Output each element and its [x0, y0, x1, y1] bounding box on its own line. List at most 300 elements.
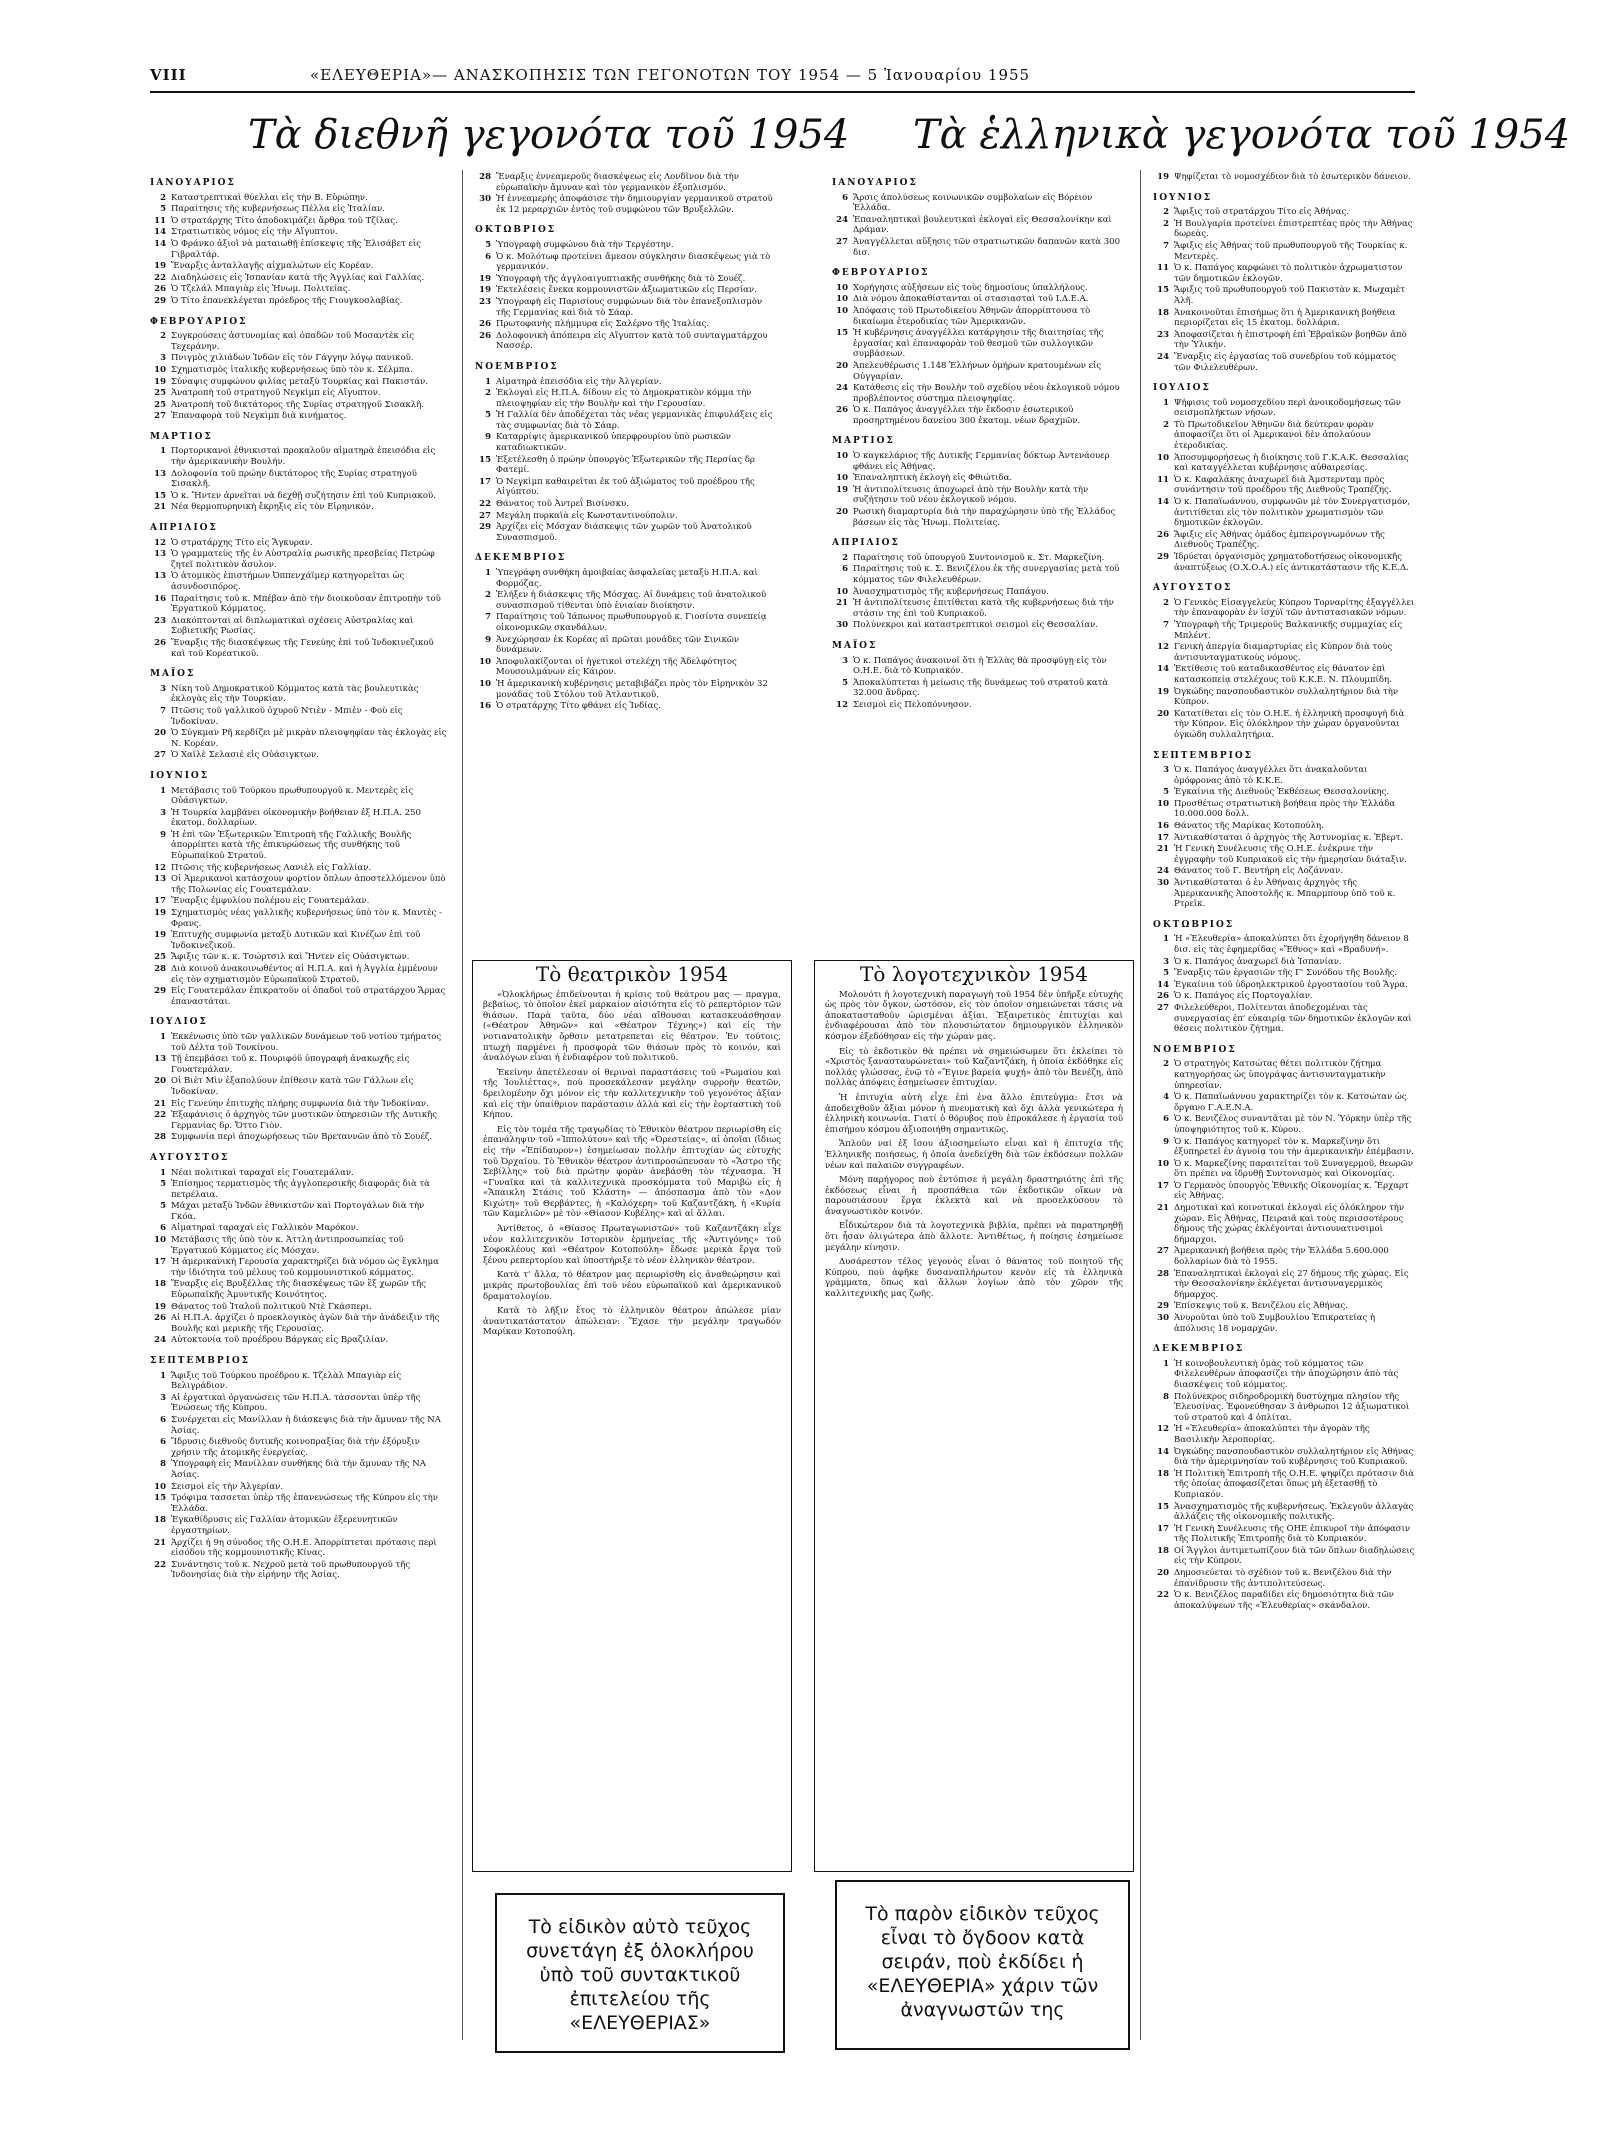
event-day: 27 — [154, 411, 166, 422]
event-entry — [1153, 1246, 1415, 1267]
event-day: 22 — [154, 272, 166, 283]
month-heading: ΝΟΕΜΒΡΙΟΣ — [1153, 1044, 1237, 1055]
event-entry — [1153, 765, 1415, 786]
event-day: 27 — [836, 236, 848, 247]
event-entry — [1153, 241, 1415, 262]
event-day: 3 — [1163, 765, 1169, 776]
event-entry — [150, 1168, 450, 1179]
event-day: 18 — [1157, 1545, 1169, 1556]
month-heading: ΜΑΡΤΙΟΣ — [832, 436, 895, 447]
event-entry — [832, 306, 1132, 327]
event-day: 10 — [154, 1235, 166, 1246]
event-day: 1 — [1163, 934, 1169, 945]
event-text: Διὰ νόμου ἀποκαθίστανται οἱ στασιασταὶ τοῦ Ι.Δ.Ε.Α. — [853, 294, 1089, 305]
event-entry — [1153, 844, 1415, 865]
event-entry — [150, 706, 450, 727]
event-entry — [1153, 687, 1415, 708]
event-text: Παραίτησις τῆς κυβερνήσεως Πέλλα εἰς Ἰταλίαν. — [171, 204, 385, 215]
event-text: Ἐπαναφορὰ τοῦ Νεγκὶμπ διὰ κινήματος. — [171, 411, 347, 422]
event-day: 22 — [479, 499, 491, 510]
event-day: 6 — [842, 192, 848, 203]
event-day: 24 — [1157, 866, 1169, 877]
event-day: 4 — [1163, 1092, 1169, 1103]
event-day: 6 — [842, 564, 848, 575]
event-day: 17 — [154, 1257, 166, 1268]
event-entry — [832, 507, 1132, 528]
event-entry — [150, 1482, 450, 1493]
event-day: 25 — [154, 952, 166, 963]
event-entry — [150, 469, 450, 490]
event-text: Πολύνεκροι καὶ καταστρεπτικοὶ σεισμοὶ εἰς Θεσσαλίαν. — [853, 620, 1098, 631]
event-text: Ἐπιτυχὴς συμφωνία μεταξὺ Δυτικῶν καὶ Κινέζων ἐπὶ τοῦ Ἰνδοκινεζικοῦ. — [171, 930, 421, 951]
article-paragraph: Ἀντίθετος, ὁ «Θίασος Πρωταγωνιστῶν» τοῦ Καζαντζάκη εἶχε νέον καλλιτεχνικὸν Ιστορικὸν ἐρμηνείας τῆς «Ἀντιγόνης» τοῦ Σοφοκλέους καὶ «Θέατρον Κοτοπούλη» ἔδωσε μερικὰ ἔργα τοῦ ξένου ρεπερτορίου καὶ ὑποστήριξε τὸ νέον ἑλληνικὸν θέατρον. — [483, 1224, 781, 1266]
event-day: 5 — [1163, 787, 1169, 798]
event-entry — [1153, 1469, 1415, 1501]
event-text: Ἀνατροπὴ τοῦ δικτάτορος τῆς Συρίας στρατηγοῦ Σισακλῆ. — [171, 399, 424, 410]
event-day: 16 — [479, 701, 491, 712]
month-heading: ΝΟΕΜΒΡΙΟΣ — [475, 361, 559, 372]
event-text: Πρωτοφανὴς πλήμμυρα εἰς Σαλέρνο τῆς Ἰταλίας. — [496, 319, 710, 330]
event-entry — [1153, 1159, 1415, 1180]
event-text: Ἡ κυβέρνησις ἀναγγέλλει κατάργησιν τῆς διαιτησίας τῆς ἐργασίας καὶ ἐπαναφορὰν τοῦ θεσμοῦ τῶν συλλογικῶν συμβάσεων. — [853, 328, 1104, 360]
event-day: 9 — [485, 634, 491, 645]
article-paragraph: «Ὀλοκλήρως ἐπιδείνουται ἡ κρίσις τοῦ θεάτρου μας — πραγμα, βεβαίως, τὸ ὁποῖον ἐκεῖ μαρκαίον αἰσιότητα εἰς τὸ ρεπερτόριον τῶν θιάσων. Παρὰ ταῦτα, δύο νέαι αἴθουσαι κατασκευάσθησαν («Θέατρον Ἀθηνῶν» καὶ «Θέατρον Τέχνης») καὶ εἰς τὴν νοτιανατολικὴν ὄρθσιν μετατρεπεται εἰς θέατρον. Ἐν τούτοις, πτωχὴ παρμένει ἡ προσφορὰ τῶν θιάσων πρὸς τὸ κοινόν, καὶ ἀναλόγων εἶναι ἡ ἐνδιαφέρον τοῦ πολιτικοῦ. — [483, 989, 781, 1064]
event-text: Ἡ Γενικὴ Συνέλευσις τῆς Ο.Η.Ε. ἐνέκρινε τὴν ἐγγραφὴν τοῦ Κυπριακοῦ εἰς τὴν ἡμερησίαν διάταξιν. — [1174, 844, 1407, 865]
event-entry — [832, 553, 1132, 564]
event-day: 19 — [479, 285, 491, 296]
event-day: 10 — [1157, 452, 1169, 463]
event-day: 12 — [1157, 642, 1169, 653]
event-day: 7 — [485, 612, 491, 623]
event-entry — [1153, 1392, 1415, 1424]
event-entry — [475, 679, 775, 700]
event-day: 26 — [479, 319, 491, 330]
event-entry — [475, 388, 775, 409]
event-text: Ἐπίσημος τερματισμὸς τῆς ἀγγλοπερσικῆς διαφορᾶς διὰ τὰ πετρέλαια. — [171, 1179, 430, 1200]
event-entry — [475, 331, 775, 352]
event-text: Ὁ στρατάρχης Τίτο ἀποδοκιμάζει ἄρθρα τοῦ Τζίλας. — [171, 215, 398, 226]
event-text: Ὁ στρατάρχης Τίτο φθάνει εἰς Ἰνδίας. — [496, 701, 661, 712]
event-entry — [1153, 642, 1415, 663]
event-day: 10 — [154, 1481, 166, 1492]
event-day: 20 — [836, 507, 848, 518]
event-day: 20 — [154, 728, 166, 739]
event-entry — [150, 594, 450, 615]
column-divider — [1140, 170, 1141, 2040]
event-day: 10 — [836, 294, 848, 305]
event-entry — [475, 194, 775, 215]
month-heading: ΦΕΒΡΟΥΑΡΙΟΣ — [832, 268, 930, 279]
month-heading: ΑΥΓΟΥΣΤΟΣ — [1153, 583, 1233, 594]
event-day: 26 — [154, 1313, 166, 1324]
event-entry — [150, 1459, 450, 1480]
article-paragraph: Κατὰ τὸ λῆξιν ἔτος τὸ ἑλληνικὸν θέατρον ἀπώλεσε μίαν ἀναντικατάστατον ἀπώλειαν: Ἔχασε τὴν μεγάλην τραγωδόν Μαρίκαν Κοτοπούλη. — [483, 1306, 781, 1338]
event-entry — [1153, 866, 1415, 877]
event-entry — [150, 986, 450, 1007]
event-text: Ἀποφασίζεται ἡ ἐπιστροφὴ ἐπὶ Ἑβραϊκῶν βοηθῶν ἀπὸ τὴν Ὑλικήν. — [1174, 329, 1407, 351]
event-entry — [475, 568, 775, 589]
event-text: Ἀνεχώρησαν ἐκ Κορέας αἱ πρῶται μονάδες τῶν Σινικῶν δυνάμεων. — [496, 634, 739, 656]
event-day: 6 — [160, 1414, 166, 1425]
event-day: 20 — [1157, 708, 1169, 719]
event-entry — [832, 237, 1132, 258]
event-entry — [475, 657, 775, 678]
event-day: 5 — [1163, 968, 1169, 979]
event-text: Ἀπόφασις τοῦ Πρωτοδικείου Ἀθηνῶν ἀπορρίπτουσα τὸ δικαίωμα ἐτεροδικίας τῶν Ἀμερικανῶν. — [853, 305, 1091, 327]
event-text: Κατάθεσις εἰς τὴν Βουλὴν τοῦ σχεδίου νέου ἐκλογικοῦ νόμου προβλέποντος σύστημα πλειοψηφίας. — [853, 383, 1120, 404]
event-text: Ἀμερικανικὴ βοήθεια πρὸς τὴν Ἑλλάδα 5.600.000 δολλαρίων διὰ τὸ 1955. — [1174, 1246, 1389, 1268]
event-text: Παραίτησις τοῦ κ. Μπέβαν ἀπὸ τὴν διοικοῦσαν ἐπιτροπὴν τοῦ Ἐργατικοῦ Κόμματος. — [171, 593, 441, 615]
month-heading: ΑΥΓΟΥΣΤΟΣ — [150, 1152, 230, 1163]
event-text: Συνάντησις τοῦ κ. Νεχροῦ μετὰ τοῦ πρωθυπουργοῦ τῆς Ἰνδονησίας διὰ τὴν εἰρήνην τῆς Ἀσίας. — [171, 1559, 411, 1581]
event-text: Ἡ Γαλλία δὲν ἀποδέχεται τὰς νέας γερμανικὰς ἐπιφυλάξεις εἰς τὰς συμφωνίας διὰ τὸ Σάαρ. — [496, 410, 773, 431]
event-text: Ἔναρξις εἰς ἐργασίας τοῦ συνεδρίου τοῦ κόμματος τῶν Φιλελευθέρων. — [1174, 351, 1397, 373]
event-entry — [1153, 219, 1415, 240]
event-entry — [1153, 530, 1415, 551]
event-text: Ὁ κ. Ἤντεν ἀρνεῖται νὰ δεχθῇ συζήτησιν ἐπὶ τοῦ Κυπριακοῦ. — [171, 490, 436, 501]
event-text: Δολοφονικὴ ἀπόπειρα εἰς Αἴγυπτον κατὰ τοῦ συνταγματάρχου Νασσέρ. — [496, 330, 768, 352]
event-entry — [1153, 552, 1415, 573]
event-text: Ἀνατροπὴ τοῦ στρατηγοῦ Νεγκὶμπ εἰς Αἴγυπτον. — [171, 388, 381, 399]
event-day: 15 — [836, 328, 848, 339]
event-day: 26 — [154, 637, 166, 648]
event-text: Οἱ Ἄγγλοι ἀντιμετωπίζουν διὰ τῶν ὅπλων διαδηλώσεις εἰς τὴν Κύπρον. — [1174, 1545, 1415, 1567]
event-day: 3 — [842, 655, 848, 666]
event-text: Ἐγκαίνια τῆς Διεθνοῦς Ἐκθέσεως Θεσσαλονίκης. — [1174, 787, 1390, 798]
event-text: Παραίτησις τοῦ κ. Σ. Βενιζέλου ἐκ τῆς συνεργασίας μετὰ τοῦ κόμματος τῶν Φιλελευθέρων. — [853, 564, 1120, 585]
event-day: 10 — [479, 678, 491, 689]
article-paragraph: Ἄπλοῦν ναί ἐξ ἴσου ἀξιοσημείωτο εἶναι καὶ ἡ ἐπιτυχία τῆς Ἑλληνικῆς ποιήσεως, ἡ ὁποία ἀνεδείχθη διὰ τῶν ἐκδόσεων πολλῶν νέων καὶ παλαιῶν συγγραφέων. — [825, 1139, 1123, 1171]
event-day: 15 — [479, 454, 491, 465]
event-text: Αἱματηραὶ ταραχαὶ εἰς Γαλλικὸν Μαρόκον. — [171, 1223, 359, 1234]
event-text: Ἔναρξις εἰς Βρυξέλλας τῆς διασκέψεως τῶν ἓξ χωρῶν τῆς Εὐρωπαϊκῆς Ἀμυντικῆς Κοινότητος. — [171, 1279, 426, 1301]
event-day: 23 — [479, 296, 491, 307]
event-entry — [150, 284, 450, 295]
article-paragraph: Εἶδικώτερον διὰ τὰ λογοτεχνικὰ βιβλία, πρέπει νὰ παρατηρηθῇ ὅτι ἦσαν ὀλιγώτερα ἀπὸ ἄλλοτε. Ἀντιθέτως, ἡ ποίησις ἐσημείωσε μεγάλην κίνησιν. — [825, 1221, 1123, 1253]
theater-body — [473, 990, 791, 1338]
event-text: Ρωσικὴ διαμαρτυρία διὰ τὴν παραχώρησιν ὑπὸ τῆς Ἑλλάδος βάσεων εἰς τὰς Ἡνωμ. Πολιτείας. — [853, 507, 1116, 528]
event-day: 26 — [479, 330, 491, 341]
event-text: Ἡ κοινοβουλευτικὴ ὁμὰς τοῦ κόμματος τῶν Φιλελευθέρων ἀποφασίζει τὴν ἀποχώρησιν ἀπὸ τὰς διασκέψεις τοῦ κόμματος. — [1174, 1358, 1399, 1390]
event-text: Ὁ κ. Παπάγος εἰς Πορτογαλίαν. — [1174, 991, 1313, 1002]
event-text: Πτῶσις τοῦ γαλλικοῦ ὀχυροῦ Ντιὲν - Μπιὲν - Φοὺ εἰς Ἰνδοκίναν. — [171, 705, 403, 727]
event-entry — [832, 361, 1132, 382]
event-text: Σύναψις συμφώνου φιλίας μεταξὺ Τουρκίας καὶ Πακιστάν. — [171, 376, 429, 387]
event-day: 5 — [160, 204, 166, 215]
event-day: 28 — [1157, 1268, 1169, 1279]
event-day: 19 — [154, 261, 166, 272]
event-text: Ὑπογραφὴ συμφώνου διὰ τὴν Τεργέστην. — [496, 239, 674, 250]
event-entry — [150, 1110, 450, 1131]
event-entry — [150, 808, 450, 829]
event-text: Ἀποσυμφορήσεως ἡ διοίκησις τοῦ Γ.Κ.Α.Κ. Θεσσαλίας καὶ καταγγέλλεται κυβέρνησις αὐθαιρεσίας. — [1174, 452, 1409, 474]
event-day: 6 — [1163, 1114, 1169, 1125]
event-day: 14 — [1157, 1446, 1169, 1457]
event-day: 1 — [160, 446, 166, 457]
event-entry — [150, 1179, 450, 1200]
event-entry — [475, 635, 775, 656]
event-day: 1 — [160, 1031, 166, 1042]
month-heading: ΙΟΥΝΙΟΣ — [150, 770, 210, 781]
event-day: 29 — [479, 522, 491, 533]
event-text: Ἔναρξις ἐννεαμεροῦς διασκέψεως εἰς Λονδῖνον διὰ τὴν εὐρωπαϊκὴν ἄμυναν καὶ τὸν γερμανικὸν ἐξοπλισμόν. — [496, 172, 739, 193]
event-day: 8 — [1163, 1391, 1169, 1402]
event-text: Ἄφιξις εἰς Ἀθήνας ὁμάδος ἐμπειρογνωμόνων τῆς Διεθνοῦς Τραπέζης. — [1174, 529, 1385, 551]
event-day: 1 — [485, 568, 491, 578]
event-text: Ὁ Γερμανὸς ὑπουργὸς Ἐθνικῆς Οἰκονομίας κ. Ἔρχαρτ εἰς Ἀθήνας. — [1174, 1180, 1409, 1202]
event-entry — [150, 1076, 450, 1097]
event-entry — [150, 750, 450, 761]
event-day: 24 — [154, 1335, 166, 1346]
event-day: 26 — [154, 284, 166, 295]
event-day: 15 — [154, 1493, 166, 1504]
month-heading: ΜΑΡΤΙΟΣ — [150, 431, 213, 442]
event-entry — [832, 678, 1132, 699]
event-entry — [832, 473, 1132, 484]
event-text: Συγκρούσεις ἀστυνομίας καὶ ὀπαδῶν τοῦ Μοσαντὲκ εἰς Τεχεράνην. — [171, 331, 415, 352]
event-entry — [475, 701, 775, 712]
event-entry — [1153, 1092, 1415, 1113]
event-text: Ὁ Τζελάλ Μπαγιὰρ εἰς Ἠνωμ. Πολιτείας. — [171, 284, 351, 295]
event-entry — [1153, 1447, 1415, 1468]
event-text: Ἄφιξις εἰς Ἀθήνας τοῦ πρωθυπουργοῦ τῆς Τουρκίας κ. Μεντερὲς. — [1174, 240, 1408, 262]
event-day: 17 — [1157, 1523, 1169, 1534]
event-entry — [832, 598, 1132, 619]
event-day: 2 — [1163, 1059, 1169, 1070]
event-day: 15 — [154, 490, 166, 501]
event-day: 21 — [154, 1537, 166, 1548]
event-entry — [150, 1279, 450, 1300]
event-entry — [1153, 1301, 1415, 1312]
event-entry — [475, 377, 775, 388]
event-entry — [1153, 420, 1415, 452]
event-entry — [150, 1235, 450, 1256]
event-day: 21 — [1157, 1203, 1169, 1214]
event-text: Ἐκκένωσις ὑπὸ τῶν γαλλικῶν δυνάμεων τοῦ νοτίου τμήματος τοῦ Δέλτα τοῦ Τονκίνου. — [171, 1031, 442, 1053]
event-entry — [1153, 934, 1415, 955]
event-day: 6 — [485, 251, 491, 262]
event-day: 20 — [836, 360, 848, 371]
event-day: 19 — [154, 376, 166, 387]
event-text: Ἄφιξις τοῦ πρωθυπουργοῦ τοῦ Πακιστὰν κ. Μωχαμὲτ Ἀλῆ. — [1174, 285, 1406, 306]
event-day: 19 — [154, 930, 166, 941]
event-entry — [1153, 398, 1415, 419]
event-text: Ἀνακοινοῦται ἐπισήμως ὅτι ἡ Ἀμερικανικὴ βοήθεια περιορίζεται εἰς 15 ἑκατομ. δολλάρια. — [1174, 307, 1396, 329]
event-day: 13 — [154, 549, 166, 560]
event-entry — [150, 446, 450, 467]
event-entry — [475, 285, 775, 296]
event-day: 12 — [154, 862, 166, 873]
event-entry — [150, 964, 450, 985]
event-text: Ὁ ἀτομικὸς ἐπιστήμων Ὀππενχάϊμερ κατηγορεῖται ὡς ἀσυνδοσιπόρος. — [171, 571, 405, 592]
event-day: 3 — [160, 1392, 166, 1403]
event-text: Ὁ στρατάρχης Τίτο εἰς Ἄγκυραν. — [171, 537, 313, 548]
event-day: 26 — [1157, 529, 1169, 540]
event-text: Συμφωνία περὶ ἀποχωρήσεως τῶν Βρεταννῶν ἀπὸ τὸ Σουέζ. — [171, 1132, 433, 1143]
month-heading: ΟΚΤΩΒΡΙΟΣ — [1153, 919, 1235, 930]
event-day: 18 — [1157, 1468, 1169, 1479]
event-day: 30 — [1157, 1313, 1169, 1323]
event-entry — [475, 590, 775, 611]
event-text: Ἡ ἀντιπολίτευσις ἀποχωρεῖ ἀπὸ τὴν Βουλὴν κατὰ τὴν συζήτησιν τοῦ νέου ἐκλογικοῦ νόμου. — [853, 484, 1089, 506]
event-entry — [150, 1054, 450, 1075]
article-paragraph: Ἡ ἐπιτυχία αὐτὴ εἶχε ἐπὶ ἑνα ἄλλο ἐπιτεύγμα: ἔτσι νὰ ἀποδειχθοῦν ἄξιαι μόνον ἡ πνευματικὴ καὶ ὄχι ἀλλὰ γενικώτερα ἡ ἑλληνικὴ κοινωνία. Γιατί ὁ θόρυβος ποὺ ἐπροκάλεσε ἡ ἐργασία τοῦ ἐπισήμου κόσμου ἀξιοποιήθη σημαντικῶς. — [825, 1092, 1123, 1135]
event-entry — [1153, 1059, 1415, 1091]
event-text: Ὑπογραφὴ εἰς Μανίλλαν συνθήκης διὰ τὴν ἄμυναν τῆς ΝΑ Ἀσίας. — [171, 1459, 426, 1480]
event-day: 9 — [485, 432, 491, 443]
month-heading: ΜΑΪΟΣ — [150, 669, 196, 680]
event-text: Ἀρχίζει ἡ 9η σύνοδος τῆς Ο.Η.Ε. Ἀπορρίπτεται πρότασις περὶ εἰσόδου τῆς κομμουνιστικῆς Κίνας. — [171, 1537, 437, 1559]
event-day: 17 — [1157, 1180, 1169, 1191]
event-entry — [150, 1302, 450, 1313]
event-text: Ὁ κ. Παπαϊωάννου χαρακτηρίζει τὸν κ. Κατσώταν ὡς ὄργανο Γ.Α.Ε.Ν.Α. — [1174, 1092, 1407, 1113]
event-text: Ψηφίζεται τὸ νομοσχέδιον διὰ τὸ ἐσωτερικὸν δάνειον. — [1174, 172, 1411, 182]
event-text: Παραίτησις τοῦ ὑπουργοῦ Συντονισμοῦ κ. Στ. Μαρκεζίνη. — [853, 552, 1105, 563]
event-day: 15 — [1157, 1501, 1169, 1512]
event-text: Ἀνυροῦται ὑπὸ τοῦ Συμβουλίου Ἐπικρατείας ἡ ἀπόλυσις 18 νομαρχῶν. — [1174, 1313, 1376, 1334]
event-day: 1 — [1163, 397, 1169, 408]
event-entry — [475, 274, 775, 285]
header-rule — [150, 91, 1415, 93]
event-entry — [150, 1493, 450, 1514]
event-day: 13 — [154, 1054, 166, 1065]
event-day: 14 — [154, 238, 166, 249]
event-entry — [475, 477, 775, 498]
event-day: 6 — [160, 1437, 166, 1448]
event-day: 21 — [836, 598, 848, 609]
event-day: 10 — [836, 586, 848, 597]
event-day: 13 — [154, 468, 166, 479]
event-text: Σεισμοὶ εἰς τὴν Ἀλγερίαν. — [171, 1481, 284, 1492]
event-text: Φιλελεύθεροι, Πολίτευται ἀποδεχομέναι τὰς συνεργασίας ἐπ' εὐκαιρίᾳ τῶν δημοτικῶν ἐκλογῶν καὶ θέσεις πολιτικὸν ζήτημα. — [1174, 1002, 1412, 1035]
event-entry — [150, 388, 450, 399]
event-text: Ὁ Νεγκὶμπ καθαιρεῖται ἐκ τοῦ ἀξιώματος τοῦ προέδρου τῆς Αἰγύπτου. — [496, 476, 755, 498]
event-text: Ὁ κ. Μολότωφ προτείνει ἄμεσον σύγκλησιν διασκέψεως γιὰ τὸ γερμανικόν. — [496, 251, 771, 273]
event-entry — [1153, 1546, 1415, 1567]
event-text: Θάνατος τοῦ Ἰταλοῦ πολιτικοῦ Ντὲ Γκάσπερι. — [171, 1301, 372, 1312]
event-entry — [1153, 709, 1415, 741]
event-entry — [475, 297, 775, 318]
literary-article — [814, 960, 1134, 1872]
event-text: Σχηματισμὸς ἰταλικῆς κυβερνήσεως ὑπὸ τὸν κ. Σέλμπα. — [171, 364, 413, 375]
event-day: 27 — [154, 750, 166, 761]
event-day: 10 — [1157, 798, 1169, 809]
event-entry — [150, 411, 450, 422]
event-day: 12 — [1157, 1424, 1169, 1435]
event-entry — [475, 240, 775, 251]
event-text: Ὁ κ. Παπάγος ἀναγγέλλει ὅτι ἀνακαλοῦνται ὁμόφρονας ἀπὸ τὸ Κ.Κ.Ε. — [1174, 765, 1368, 786]
event-day: 20 — [1157, 1568, 1169, 1579]
event-text: Ἀρχίζει εἰς Μόσχαν διάσκεψις τῶν χωρῶν τοῦ Ἀνατολικοῦ Συνασπισμοῦ. — [496, 522, 752, 543]
event-day: 3 — [1163, 956, 1169, 967]
event-day: 28 — [154, 964, 166, 974]
event-entry — [1153, 821, 1415, 832]
event-day: 2 — [1163, 218, 1169, 229]
event-text: Δημοσιεύεται τὸ σχέδιον τοῦ κ. Βενιζέλου διὰ τὴν ἐπανίδρυσιν τῆς ἀντιπολιτεύσεως. — [1174, 1568, 1392, 1589]
event-entry — [150, 616, 450, 637]
event-text: Ὁ Τίτο ἐπανεκλέγεται πρόεδρος τῆς Γιουγκοσλαβίας. — [171, 295, 403, 306]
page-number: VIII — [150, 66, 187, 84]
event-day: 19 — [1157, 686, 1169, 697]
event-day: 11 — [1157, 263, 1169, 274]
literary-title: Τὸ λογοτεχνικὸν 1954 — [860, 962, 1088, 986]
month-heading: ΙΑΝΟΥΑΡΙΟΣ — [832, 178, 918, 188]
event-entry — [150, 227, 450, 238]
event-entry — [150, 377, 450, 388]
event-text: Εἰς Γενεύην ἐπιτυχὴς πλήρης συμφωνία διὰ τὴν Ἰνδοκίναν. — [171, 1098, 429, 1109]
greek-column-1 — [832, 168, 1132, 943]
event-text: Ἐξαφάνισις ὁ ἀρχηγὸς τῶν μυστικῶν ὑπηρεσιῶν τῆς Δυτικῆς Γερμανίας δρ. Ὄττο Γιὸν. — [171, 1110, 438, 1131]
event-entry — [150, 204, 450, 215]
event-text: Αἱ ἐργατικαὶ ὀργανώσεις τῶν Η.Π.Α. τάσσονται ὑπὲρ τῆς Ἑνώσεως τῆς Κύπρου. — [171, 1392, 421, 1414]
event-text: Ἀντικαθίσταται ὁ ἀρχηγὸς τῆς Ἀστυνομίας κ. Ἐβερτ. — [1174, 832, 1404, 843]
event-entry — [150, 1437, 450, 1458]
event-day: 19 — [836, 484, 848, 495]
event-entry — [150, 863, 450, 874]
event-text: Ὁ κ. Παπάγος ἀναγγέλλει τὴν ἔκδοσιν ἐσωτερικοῦ προσηρτημένου δανείου 300 ἑκατομ. νέων δραχμῶν. — [853, 405, 1081, 426]
event-day: 7 — [160, 705, 166, 716]
event-entry — [150, 1515, 450, 1536]
event-day: 17 — [1157, 832, 1169, 843]
event-day: 16 — [1157, 821, 1169, 832]
event-entry — [1153, 787, 1415, 798]
event-day: 18 — [154, 1515, 166, 1526]
event-entry — [150, 1132, 450, 1143]
event-day: 14 — [154, 227, 166, 238]
event-day: 24 — [836, 214, 848, 225]
event-text: Ψήφισις τοῦ νομοσχεδίου περὶ ἀνοικοδομήσεως τῶν σεισμοπλήκτων νήσων. — [1174, 397, 1401, 419]
event-text: Ἡ «Ἐλευθερία» ἀποκαλύπτει τὴν ἀγορὰν τῆς Βασιλικὴν Ἀεροπορίας. — [1174, 1424, 1370, 1445]
event-text: Ἡ «Ἐλευθερία» ἀποκαλύπτει ὅτι ἐχορήγηθη δάνειον 8 δισ. εἰς τὰς ἐφημερίδας «Ἔθνος» καὶ «Βραδυνή». — [1174, 934, 1409, 955]
event-text: Πορτορικανοὶ ἐθνικισταὶ προκαλοῦν αἱματηρὰ ἐπεισόδια εἰς τὴν ἀμερικανικὴν Βουλήν. — [171, 446, 436, 468]
event-text: Ὁ κ. Παπαϊωάννου, συμφωνῶν μὲ τὸν Συνεργατισμόν, ἀντιτίθεται εἰς τὸν πολιτικὸν χρωματισμὸν τῶν δημοτικῶν ἐκλογῶν. — [1174, 497, 1410, 529]
event-text: Σεισμοὶ εἰς Πελοπόννησον. — [853, 699, 972, 710]
event-day: 14 — [1157, 664, 1169, 675]
article-paragraph: Μόνη παρήγορος ποὺ ἐντόπισε ἡ μεγάλη δραστηριότης ἐπὶ τῆς ἐκδόσεως εἶναι ἡ προσπάθεια τῶν ἐκδοτικῶν οἴκων νὰ παρουσιάσουν ἔργα ἐκλεκτὰ καὶ νὰ προσελκύσουν τὸ ἀναγνωστικὸν κοινόν. — [825, 1175, 1123, 1217]
event-text: Ἡ ἀμερικανικὴ Γερουσία χαρακτηρίζει διὰ νόμου ὡς ἔγκλημα τὴν ἰδιότητα τοῦ μέλους τοῦ κομμουνιστικοῦ κόμματος. — [171, 1257, 439, 1278]
event-day: 10 — [836, 282, 848, 293]
event-day: 2 — [485, 388, 491, 399]
event-entry — [475, 499, 775, 510]
event-text: Ἐξετέλεσθη ὁ πρώην ὑπουργὸς Ἐξωτερικῶν τῆς Περσίας δρ Φατεμί. — [496, 454, 755, 476]
event-text: Ἡ ἐννεαμερὴς ἀποφάσισε τὴν δημιουργίαν γερμανικοῦ στρατοῦ ἐκ 12 μεραρχιῶν ἐντὸς τοῦ συμφώνου τῶν Βρυξελλῶν. — [496, 194, 773, 215]
event-entry — [1153, 664, 1415, 685]
event-entry — [1153, 878, 1415, 910]
event-text: Ὁ κ. Παπάγος ἀναχωρεῖ διὰ Ἰσπανίαν. — [1174, 956, 1342, 967]
event-day: 1 — [485, 376, 491, 387]
event-day: 16 — [154, 593, 166, 604]
month-heading: ΔΕΚΕΜΒΡΙΟΣ — [1153, 1344, 1245, 1355]
event-entry — [1153, 352, 1415, 373]
event-entry — [1153, 1203, 1415, 1245]
event-text: Ἡ ἀντιπολίτευσις ἐπιτίθεται κατὰ τῆς κυβερνήσεως διὰ τὴν στάσιν της ἐπὶ τοῦ Κυπριακοῦ. — [853, 598, 1114, 619]
event-day: 28 — [479, 172, 491, 182]
event-entry — [150, 1032, 450, 1053]
event-text: Ἐπαναληπτικαὶ βουλευτικαὶ ἐκλογαὶ εἰς Θεσσαλονίκην καὶ Δράμαν. — [853, 214, 1112, 236]
month-heading: ΑΠΡΙΛΙΟΣ — [150, 523, 218, 534]
event-entry — [1153, 1003, 1415, 1035]
event-day: 23 — [1157, 329, 1169, 340]
event-day: 26 — [1157, 991, 1169, 1002]
event-entry — [475, 522, 775, 543]
event-day: 1 — [1163, 1358, 1169, 1369]
column-divider — [462, 170, 463, 2040]
event-text: Ἔναρξις ἐμφυλίου πολέμου εἰς Γουατεμάλαν. — [171, 896, 370, 907]
event-text: Ὁ κ. Παπάγος καρφώνει τὸ πολιτικὸν ἀχρωματιστον τῶν δημοτικῶν ἐκλογῶν. — [1174, 263, 1403, 284]
event-entry — [150, 1257, 450, 1278]
event-text: Συνέρχεται εἰς Μανίλλαν ἡ διάσκεψις διὰ τὴν ἄμυναν τῆς ΝΑ Ἀσίας. — [171, 1414, 441, 1436]
event-text: Ὀγκώδης πανσπουδαστικὸν συλλαλητήριον εἰς Ἀθήνας διὰ τὴν ἀμεριμνησίαν τοῦ κυβέρνησις τοῦ Κυπριακοῦ. — [1174, 1446, 1414, 1468]
